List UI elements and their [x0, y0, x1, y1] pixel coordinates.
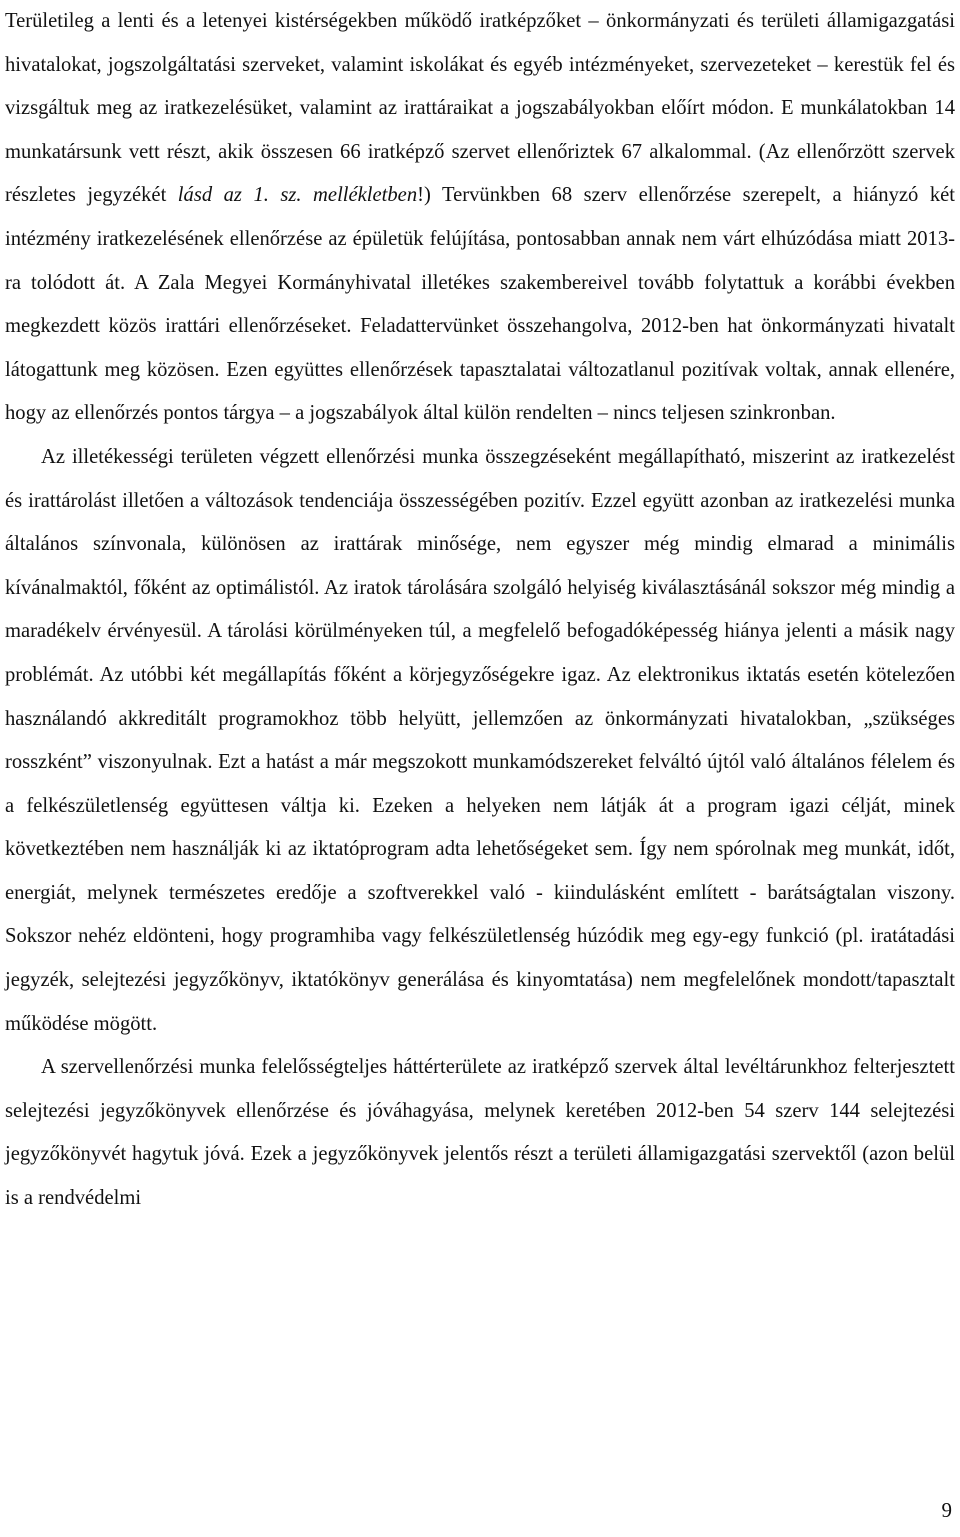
paragraph-2-text: Az illetékességi területen végzett ellenőrzési munka összegzéseként megállapítható, miszerint az iratkezelést és irattárolást illetően a változások tendenciája összességében pozitív. Ezzel együtt azonban az iratkezelési munka általános színvonala, különösen az irattárak minősége, nem egyszer még mindig elmarad a minimális kívánalmaktól, főként az optimálistól. Az iratok tárolására szolgáló helyiség kiválasztásánál sokszor még mindig a maradékelv érvényesül. A tárolási körülményeken túl, a megfelelő befogadóképesség hiánya jelenti a másik nagy problémát. Az utóbbi két megállapítás főként a körjegyzőségekre igaz. Az elektronikus iktatás esetén kötelezően használandó akkreditált programokhoz több helyütt, jellemzően az önkormányzati hivatalokban, „szükséges rosszként” viszonyulnak. Ezt a hatást a már megszokott munkamódszereket felváltó újtól való általános félelem és a felkészületlenség együttesen váltja ki. Ezeken a helyeken nem látják át a program igazi célját, minek következtében nem használják ki az iktatóprogram adta lehetőségeket sem. Így nem spórolnak meg munkát, időt, energiát, melynek természetes eredője a szoftverekkel való - kiindulásként említett - barátságtalan viszony. Sokszor nehéz eldönteni, hogy programhiba vagy felkészületlenség húzódik meg egy-egy funkció (pl. iratátadási jegyzék, selejtezési jegyzőkönyv, iktatókönyv generálása és kinyomtatása) nem megfelelőnek mondott/tapasztalt működése mögött. — [5, 445, 955, 1035]
paragraph-1-text-b: !) Tervünkben 68 szerv ellenőrzése szerepelt, a hiányzó két intézmény iratkezelésének ellenőrzése az épületük felújítása, pontosabban annak nem várt elhúzódása miatt 2013-ra tolódott át. A Zala Megyei Kormányhivatal illetékes szakembereivel tovább folytattuk a korábbi években megkezdett közös irattári ellenőrzéseket. Feladattervünket összehangolva, 2012-ben hat önkormányzati hivatalt látogattunk meg közösen. Ezen együttes ellenőrzések tapasztalatai változatlanul pozitívak voltak, annak ellenére, hogy az ellenőrzés pontos tárgya – a jogszabályok által külön rendelten – nincs teljesen szinkronban. — [5, 184, 955, 425]
document-page — [5, 0, 955, 1221]
page-number: 9 — [941, 1498, 952, 1522]
paragraph-3 — [5, 1046, 955, 1220]
paragraph-2 — [5, 436, 955, 1046]
paragraph-3-text: A szervellenőrzési munka felelősségteljes háttérterülete az iratképző szervek által levéltárunkhoz felterjesztett selejtezési jegyzőkönyvek ellenőrzése és jóváhagyása, melynek keretében 2012-ben 54 szerv 144 selejtezési jegyzőkönyvét hagytuk jóvá. Ezek a jegyzőkönyvek jelentős részt a területi államigazgatási szervektől (azon belül is a rendvédelmi — [5, 1056, 955, 1210]
paragraph-1-text-a: Területileg a lenti és a letenyei kistérségekben működő iratképzőket – önkormányzati és területi államigazgatási hivatalokat, jogszolgáltatási szerveket, valamint iskolákat és egyéb intézményeket, szervezeteket – kerestük fel és vizsgáltuk meg az iratkezelésüket, valamint az irattáraikat a jogszabályokban előírt módon. E munkálatokban 14 munkatársunk vett részt, akik összesen 66 iratképző szervet ellenőriztek 67 alkalommal. (Az ellenőrzött szervek részletes jegyzékét — [5, 10, 955, 207]
paragraph-1 — [5, 0, 955, 436]
paragraph-1-reference: lásd az 1. sz. mellékletben — [177, 184, 418, 207]
